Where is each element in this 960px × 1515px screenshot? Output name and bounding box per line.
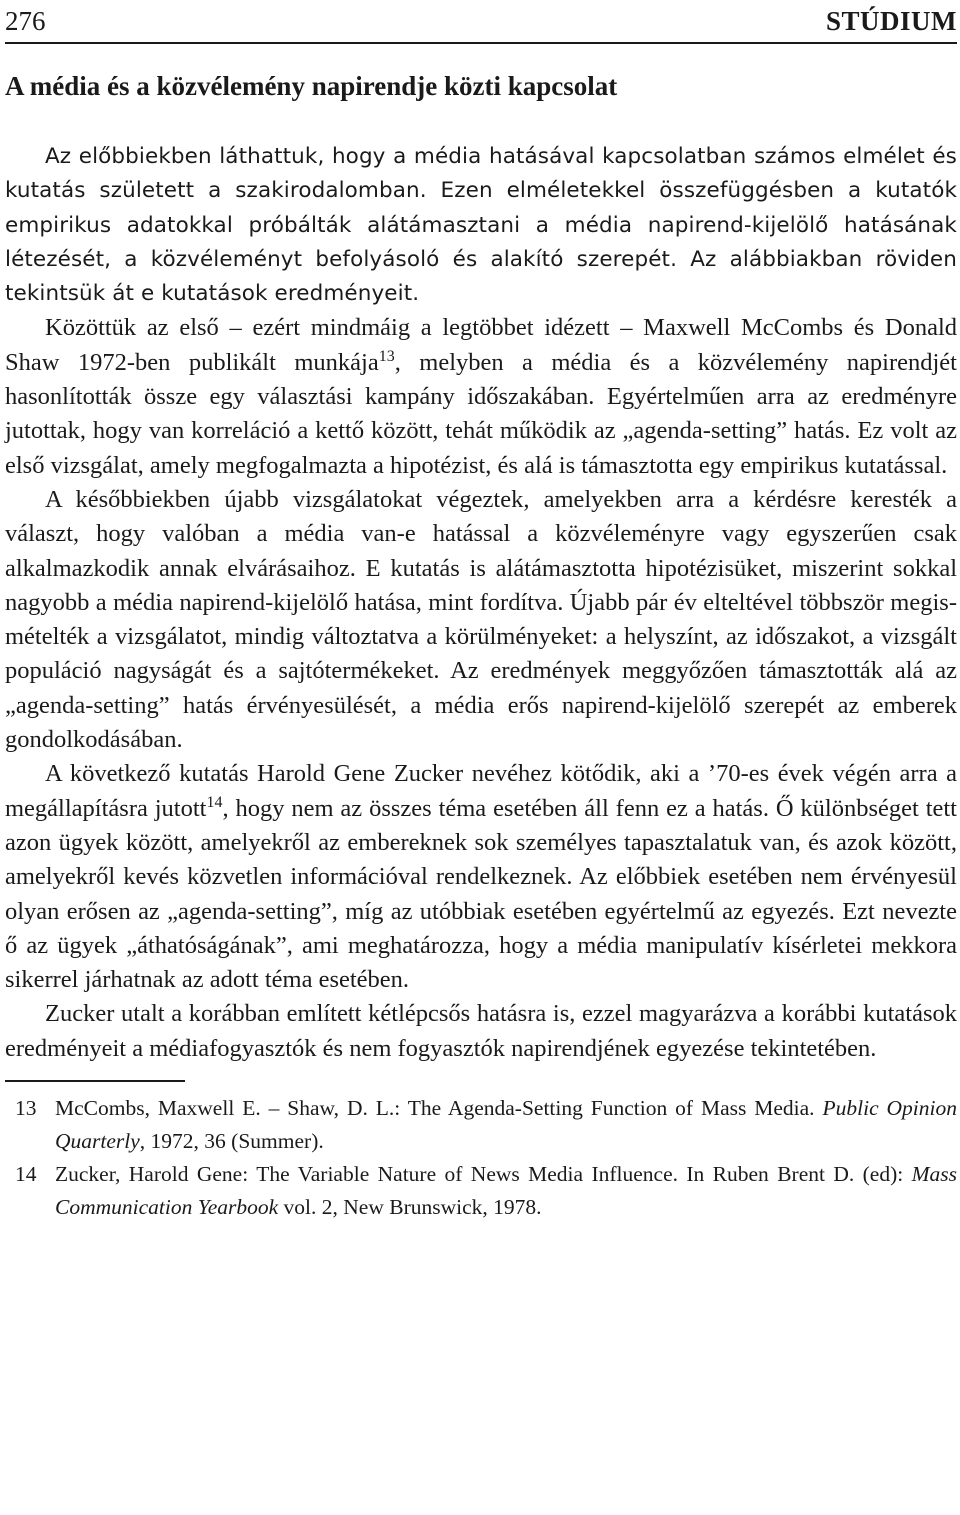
paragraph-2-text-after: , melyben a média és a közvélemény napirendjét hasonlították össze egy választási kampány időszakában. Egyértelműen arra az eredményre jutottak, hogy van korreláció a kettő között, tehát működik az „agenda-setting” hatás. Ez volt az első vizsgálat, amely megfogalmazta a hipotézist, és alá is támasztotta egy empirikus kutatással.	[5, 348, 957, 479]
page-number: 276	[5, 6, 46, 36]
footnote-divider	[5, 1080, 185, 1082]
paragraph-4-text-after: , hogy nem az összes téma esetében áll fenn ez a hatás. Ő különbséget tett azon ügyek között, amelyekről az embereknek sok személyes tapasztalatuk van, és azok között, amelyekről kevés közvetlen információval rendelkeznek. Az előbbiek esetében nem érvényesül olyan erősen az „agenda-setting”, míg az utóbbiak esetében egyértelmű az egyezés. Ezt nevezte ő az ügyek „áthatóságának”, ami meghatározza, hogy a média manipulatív kísérletei mekkora sikerrel járhatnak az adott téma esetében.	[5, 794, 957, 994]
paragraph-4	[5, 757, 957, 997]
section-title: A média és a közvélemény napirendje közti kapcsolat	[5, 71, 618, 101]
article-body	[5, 140, 957, 1066]
footnote-ref-13[interactable]: 13	[378, 347, 395, 365]
footnote-ref-14[interactable]: 14	[206, 793, 223, 811]
footnote-text	[55, 1158, 957, 1224]
paragraph-1: Az előbbiekben láthattuk, hogy a média hatásával kapcsolatban számos elmélet és kutatás született a szakirodalomban. Ezen elméletekkel összefüggésben a kutatók empirikus adatokkal próbálták alátámasztani a média napirend-kijelölő hatásának létezését, a közvéleményt befolyásoló és alakító szerepét. Az alábbiakban röviden tekintsük át e kutatások eredményeit.	[5, 144, 957, 307]
paragraph-3: A későbbiekben újabb vizsgálatokat végeztek, amelyekben arra a kérdésre keresték a választ, hogy valóban a média van-e hatással a közvéleményre vagy egyszerűen csak alkalmazkodik annak elvárásaihoz. E kutatás is alátámasztotta hipotézisüket, miszerint sokkal nagyobb a média napirend-kijelölő hatása, mint fordítva. Újabb pár év elteltével többször megismételték a vizsgálatot, mindig változtatva a körülményeket: a helyszínt, az időszakot, a vizsgált populáció nagyságát és a sajtótermékeket. Az eredmények meggyőzően támasztották alá az „agenda-setting” hatás érvényesülését, a média erős napirend-kijelölő szerepét az emberek gondolkodásában.	[5, 485, 957, 754]
paragraph-2-text-before: Közöttük az első – ezért mindmáig a legtöbbet idézett – Maxwell McCombs és Donald Shaw 1972-ben publikált munkája	[5, 314, 957, 376]
footnote-13	[5, 1092, 957, 1158]
footnote-13-journal: Public Opinion Quarterly	[55, 1096, 957, 1154]
footnotes	[5, 1092, 957, 1224]
footnote-number: 14	[15, 1162, 37, 1187]
footnote-14-book: Mass Communication Yearbook	[55, 1162, 957, 1220]
footnote-14-text-before: Zucker, Harold Gene: The Variable Nature of News Media Influence. In Ruben Brent D. (ed):	[55, 1162, 912, 1187]
footnote-text	[55, 1092, 957, 1158]
paragraph-5: Zucker utalt a korábban említett kétlépcsős hatásra is, ezzel magyarázva a korábbi kutatások eredményeit a médiafogyasztók és nem fogyasztók napirendjének egyezése tekintetében.	[5, 1000, 957, 1062]
paragraph-4-text-before: A következő kutatás Harold Gene Zucker nevéhez kötődik, aki a ’70-es évek végén arra a megállapításra jutott	[5, 760, 957, 822]
paragraph-2	[5, 311, 957, 482]
journal-section-title: STÚDIUM	[825, 6, 957, 36]
footnote-number: 13	[15, 1096, 37, 1121]
footnote-13-text-before: McCombs, Maxwell E. – Shaw, D. L.: The Agenda-Setting Function of Mass Media.	[55, 1096, 823, 1121]
document-page	[5, 0, 957, 1224]
page-header	[5, 4, 957, 44]
footnote-14-text-after: vol. 2, New Brunswick, 1978.	[278, 1195, 542, 1220]
footnote-14	[5, 1158, 957, 1224]
footnote-13-text-after: , 1972, 36 (Summer).	[139, 1129, 324, 1154]
